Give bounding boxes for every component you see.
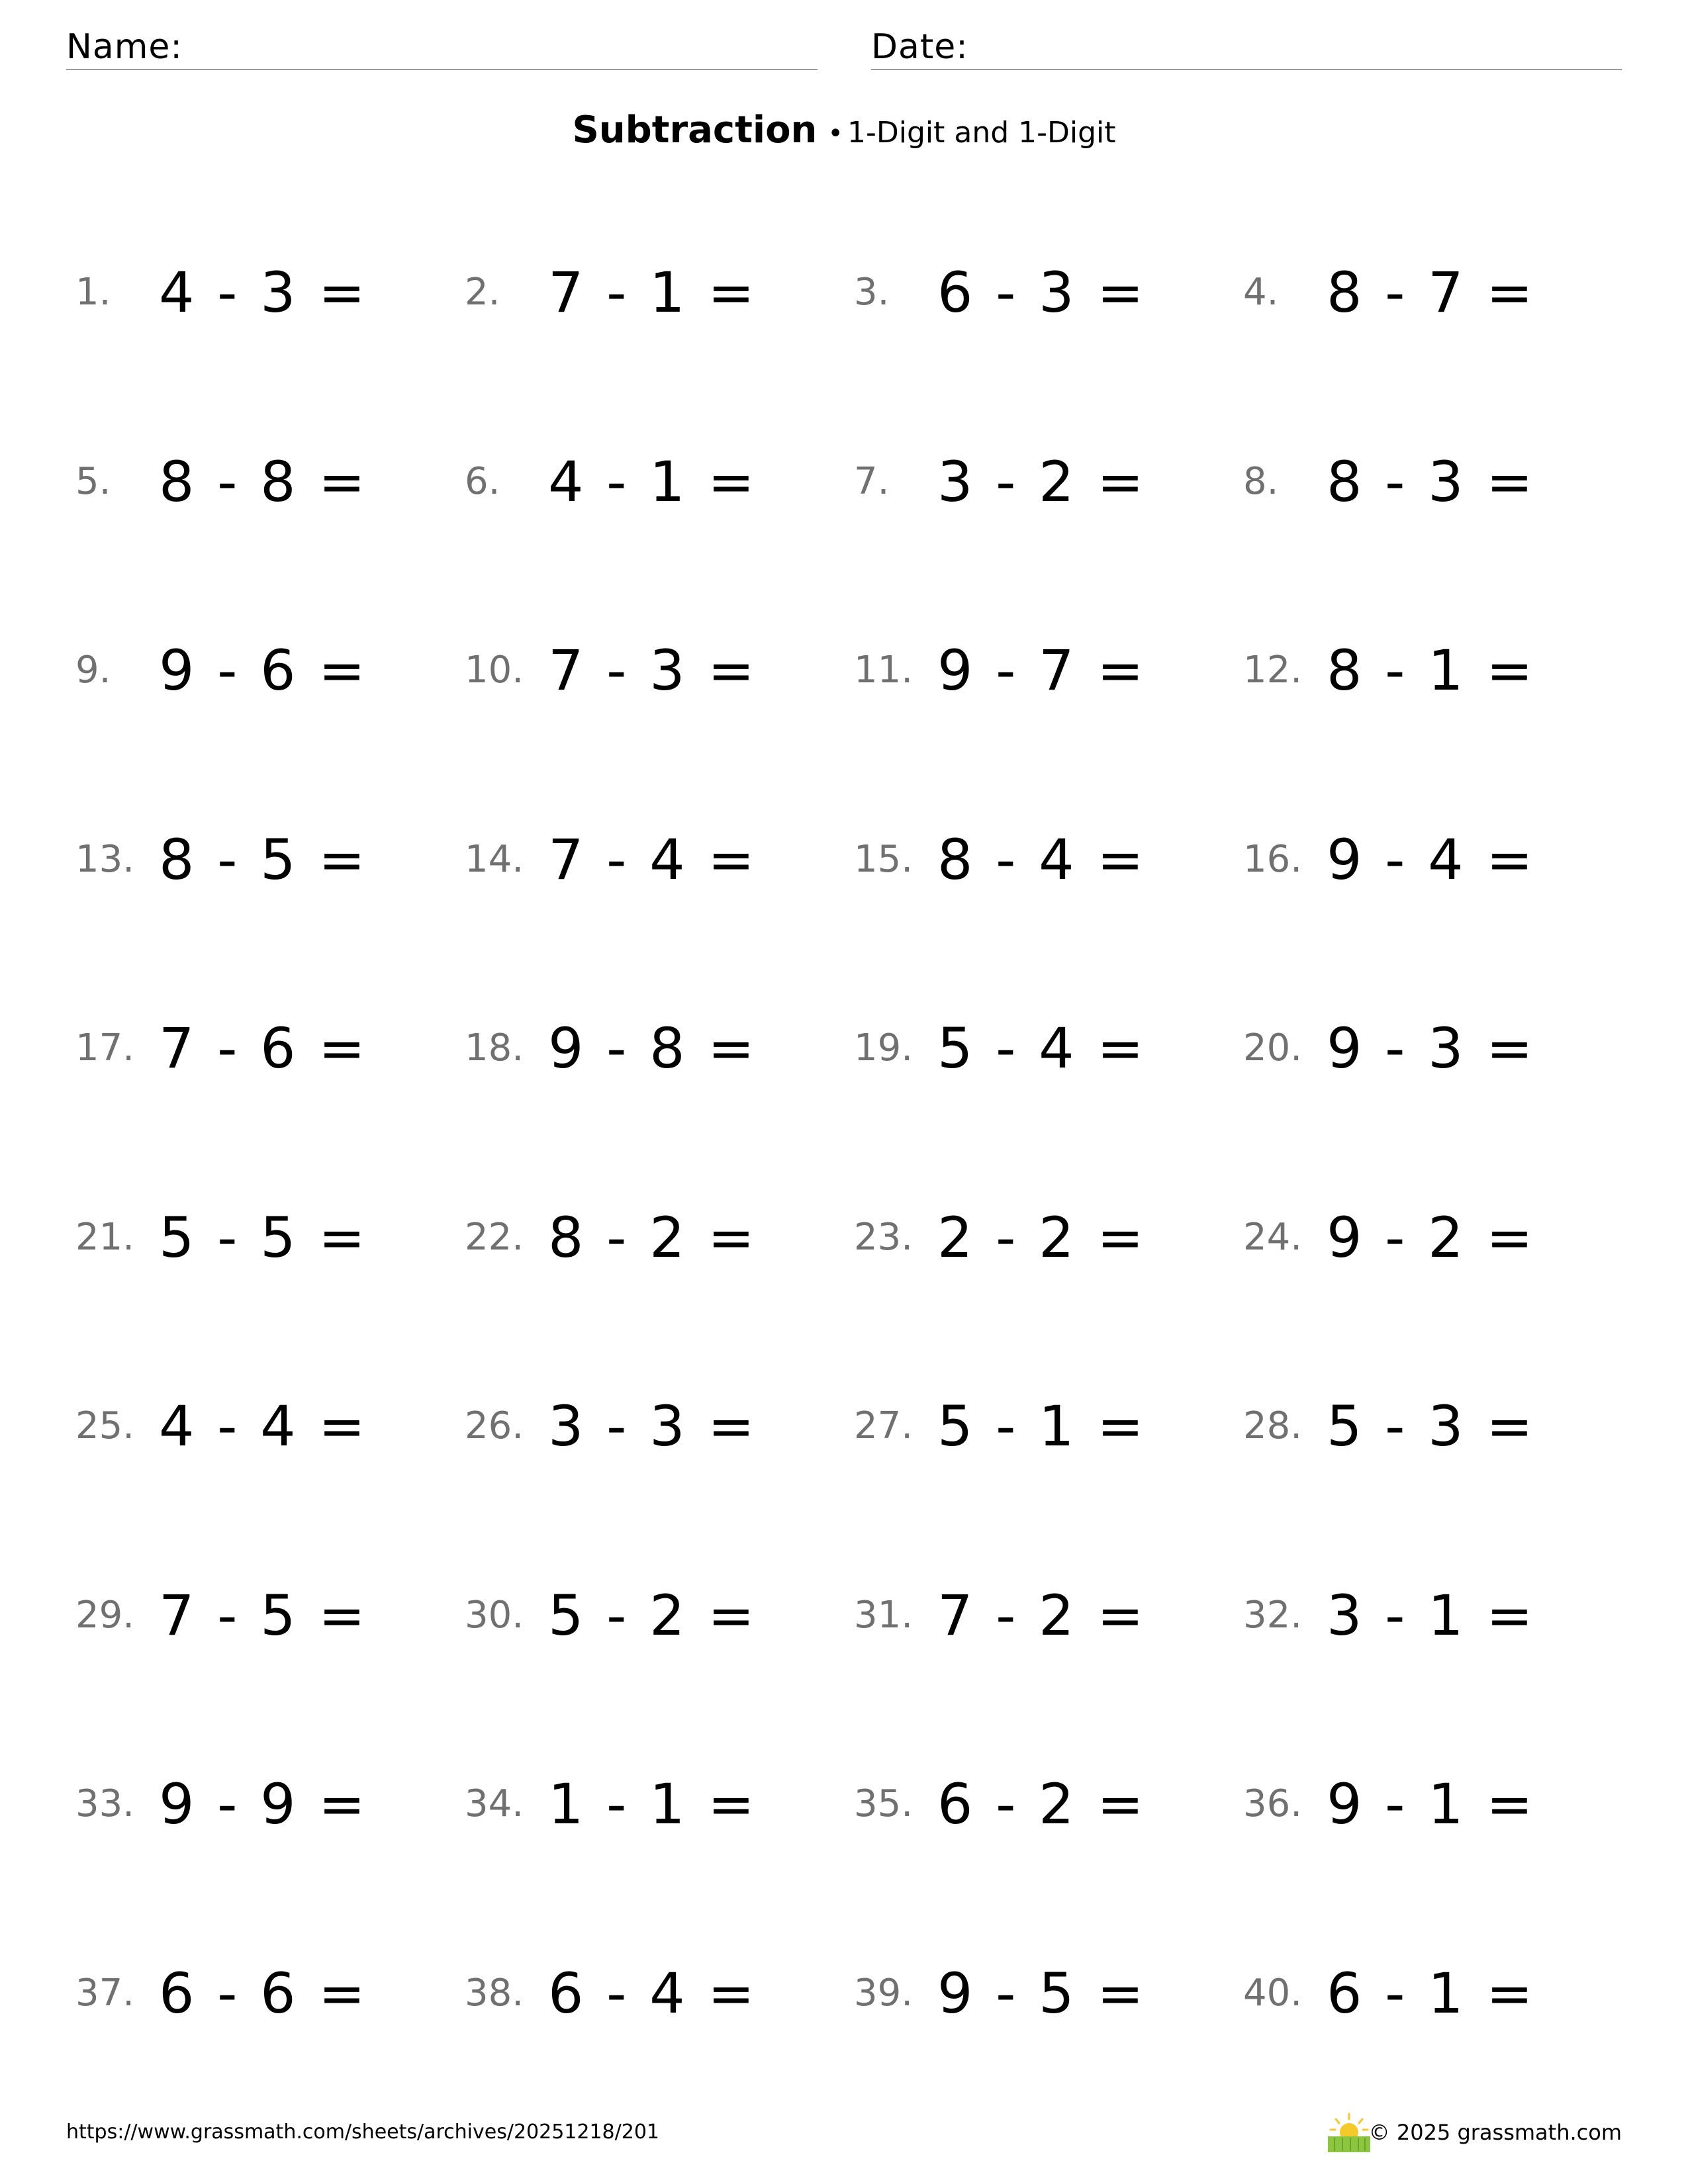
- problem-item: [465, 1356, 854, 1545]
- problem-item: [465, 790, 854, 979]
- problem-expression: 8 - 7 =: [1327, 260, 1536, 325]
- problem-expression: 7 - 6 =: [159, 1016, 368, 1081]
- footer-copyright: © 2025 grassmath.com: [1368, 2120, 1622, 2145]
- problem-number: 3.: [854, 271, 890, 314]
- problem-item: [465, 1167, 854, 1357]
- problem-expression: 8 - 2 =: [548, 1205, 757, 1270]
- problem-expression: 1 - 1 =: [548, 1772, 757, 1837]
- problem-number: 36.: [1243, 1782, 1303, 1825]
- problem-item: [465, 978, 854, 1167]
- problem-number: 39.: [854, 1971, 914, 2015]
- problem-number: 21.: [75, 1215, 135, 1259]
- problem-expression: 4 - 3 =: [159, 260, 368, 325]
- date-field[interactable]: [871, 25, 1622, 70]
- problem-number: 29.: [75, 1593, 135, 1637]
- problem-number: 38.: [465, 1971, 524, 2015]
- problem-expression: 8 - 4 =: [937, 827, 1147, 892]
- problem-number: 4.: [1243, 271, 1279, 314]
- problem-item: [75, 600, 465, 790]
- problem-item: [75, 978, 465, 1167]
- problem-item: [1243, 1545, 1632, 1735]
- problem-expression: 7 - 1 =: [548, 260, 757, 325]
- name-field[interactable]: [66, 25, 818, 70]
- problem-number: 18.: [465, 1026, 524, 1069]
- title-main: Subtraction: [572, 109, 818, 152]
- problem-item: [1243, 1923, 1632, 2113]
- problem-item: [1243, 978, 1632, 1167]
- problem-item: [465, 222, 854, 412]
- problem-number: 5.: [75, 459, 111, 503]
- problem-number: 22.: [465, 1215, 524, 1259]
- problem-expression: 3 - 1 =: [1327, 1582, 1536, 1648]
- problem-expression: 8 - 8 =: [159, 449, 368, 514]
- problem-expression: 9 - 2 =: [1327, 1205, 1536, 1270]
- problem-expression: 9 - 4 =: [1327, 827, 1536, 892]
- problem-expression: 7 - 5 =: [159, 1582, 368, 1648]
- problem-expression: 5 - 3 =: [1327, 1394, 1536, 1459]
- problem-expression: 9 - 5 =: [937, 1960, 1147, 2026]
- problem-number: 23.: [854, 1215, 914, 1259]
- problem-number: 2.: [465, 271, 500, 314]
- problem-expression: 9 - 1 =: [1327, 1772, 1536, 1837]
- problem-number: 37.: [75, 1971, 135, 2015]
- problem-number: 34.: [465, 1782, 524, 1825]
- problem-expression: 8 - 5 =: [159, 827, 368, 892]
- problem-grid: [75, 222, 1638, 2112]
- problem-item: [75, 1356, 465, 1545]
- problem-expression: 7 - 2 =: [937, 1582, 1147, 1648]
- problem-item: [75, 790, 465, 979]
- problem-number: 7.: [854, 459, 890, 503]
- problem-item: [1243, 1167, 1632, 1357]
- date-label: Date:: [871, 27, 968, 67]
- problem-expression: 5 - 1 =: [937, 1394, 1147, 1459]
- problem-item: [854, 1167, 1243, 1357]
- problem-item: [465, 1734, 854, 1923]
- problem-item: [1243, 222, 1632, 412]
- problem-number: 19.: [854, 1026, 914, 1069]
- problem-expression: 6 - 4 =: [548, 1960, 757, 2026]
- problem-item: [1243, 1734, 1632, 1923]
- problem-number: 9.: [75, 649, 111, 692]
- problem-number: 12.: [1243, 649, 1303, 692]
- sun-over-grass-icon: [1325, 2111, 1373, 2154]
- problem-item: [854, 600, 1243, 790]
- problem-number: 15.: [854, 837, 914, 881]
- worksheet-title: [0, 106, 1688, 163]
- problem-item: [1243, 600, 1632, 790]
- problem-item: [1243, 790, 1632, 979]
- problem-item: [1243, 1356, 1632, 1545]
- problem-item: [75, 1167, 465, 1357]
- problem-item: [75, 1545, 465, 1735]
- problem-number: 28.: [1243, 1404, 1303, 1447]
- problem-expression: 6 - 6 =: [159, 1960, 368, 2026]
- problem-number: 31.: [854, 1593, 914, 1637]
- problem-number: 30.: [465, 1593, 524, 1637]
- problem-expression: 2 - 2 =: [937, 1205, 1147, 1270]
- problem-item: [1243, 412, 1632, 601]
- problem-expression: 3 - 2 =: [937, 449, 1147, 514]
- title-separator: •: [827, 118, 844, 149]
- problem-number: 16.: [1243, 837, 1303, 881]
- problem-expression: 5 - 5 =: [159, 1205, 368, 1270]
- problem-expression: 3 - 3 =: [548, 1394, 757, 1459]
- problem-item: [75, 1734, 465, 1923]
- problem-number: 11.: [854, 649, 914, 692]
- problem-number: 14.: [465, 837, 524, 881]
- problem-expression: 9 - 9 =: [159, 1772, 368, 1837]
- problem-item: [854, 1356, 1243, 1545]
- problem-expression: 7 - 3 =: [548, 638, 757, 703]
- problem-item: [75, 222, 465, 412]
- problem-expression: 5 - 4 =: [937, 1016, 1147, 1081]
- problem-number: 8.: [1243, 459, 1279, 503]
- problem-expression: 4 - 4 =: [159, 1394, 368, 1459]
- problem-item: [465, 1923, 854, 2113]
- problem-item: [465, 1545, 854, 1735]
- problem-expression: 9 - 3 =: [1327, 1016, 1536, 1081]
- problem-expression: 4 - 1 =: [548, 449, 757, 514]
- problem-expression: 8 - 1 =: [1327, 638, 1536, 703]
- problem-number: 25.: [75, 1404, 135, 1447]
- footer-url[interactable]: https://www.grassmath.com/sheets/archives/20251218/201: [66, 2120, 660, 2144]
- problem-number: 1.: [75, 271, 111, 314]
- problem-item: [465, 412, 854, 601]
- problem-item: [854, 978, 1243, 1167]
- problem-expression: 5 - 2 =: [548, 1582, 757, 1648]
- problem-expression: 8 - 3 =: [1327, 449, 1536, 514]
- problem-item: [854, 1545, 1243, 1735]
- problem-item: [854, 1923, 1243, 2113]
- problem-expression: 9 - 6 =: [159, 638, 368, 703]
- problem-number: 13.: [75, 837, 135, 881]
- problem-number: 24.: [1243, 1215, 1303, 1259]
- problem-number: 20.: [1243, 1026, 1303, 1069]
- problem-number: 35.: [854, 1782, 914, 1825]
- problem-expression: 9 - 8 =: [548, 1016, 757, 1081]
- problem-expression: 7 - 4 =: [548, 827, 757, 892]
- problem-item: [854, 1734, 1243, 1923]
- problem-item: [465, 600, 854, 790]
- problem-number: 17.: [75, 1026, 135, 1069]
- problem-item: [854, 222, 1243, 412]
- problem-number: 40.: [1243, 1971, 1303, 2015]
- problem-number: 32.: [1243, 1593, 1303, 1637]
- problem-item: [854, 412, 1243, 601]
- problem-expression: 9 - 7 =: [937, 638, 1147, 703]
- problem-item: [854, 790, 1243, 979]
- problem-number: 33.: [75, 1782, 135, 1825]
- problem-number: 26.: [465, 1404, 524, 1447]
- name-label: Name:: [66, 27, 183, 67]
- problem-number: 27.: [854, 1404, 914, 1447]
- title-subtitle: 1-Digit and 1-Digit: [847, 116, 1116, 150]
- problem-item: [75, 412, 465, 601]
- problem-expression: 6 - 2 =: [937, 1772, 1147, 1837]
- problem-number: 6.: [465, 459, 500, 503]
- problem-expression: 6 - 1 =: [1327, 1960, 1536, 2026]
- problem-item: [75, 1923, 465, 2113]
- problem-expression: 6 - 3 =: [937, 260, 1147, 325]
- problem-number: 10.: [465, 649, 524, 692]
